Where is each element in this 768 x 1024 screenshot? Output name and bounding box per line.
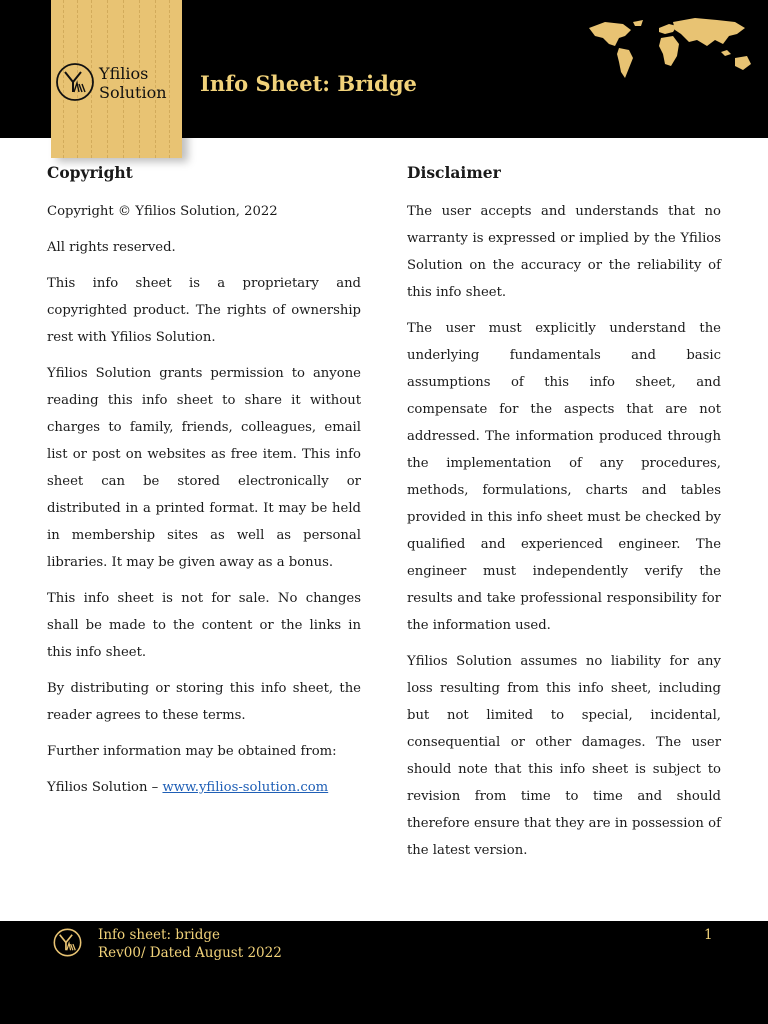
disclaimer-section [407,160,721,873]
yfilios-monogram-icon [52,927,83,958]
disclaimer-heading: Disclaimer [407,163,501,182]
permission-paragraph: Yfilios Solution grants permission to anyone reading this info sheet to share it without charges to family, friends, colleagues, email list or post on websites as free item. This info sheet can be stored electronically or distributed in a printed format. It may be held in membership sites as well as personal libraries. It may be given away as a bonus. [47,366,361,570]
rights-reserved: All rights reserved. [47,240,176,255]
copyright-section [47,160,361,810]
yfilios-monogram-icon [55,62,95,102]
liability-paragraph: Yfilios Solution assumes no liability for any loss resulting from this info sheet, including but not limited to special, incidental, consequential or other damages. The user should note that this info sheet is subject to revision from time to time and should therefore ensure that they are in possession of the latest version. [407,654,721,858]
warranty-paragraph: The user accepts and understands that no warranty is expressed or implied by the Yfilios Solution on the accuracy or the reliability of this info sheet. [407,204,721,300]
contact-prefix: Yfilios Solution – [47,780,163,795]
brand-name [99,64,167,102]
brand-line2: Solution [99,83,167,102]
logo-panel [51,0,182,158]
ownership-paragraph: This info sheet is a proprietary and copyrighted product. The rights of ownership rest with Yfilios Solution. [47,276,361,345]
terms-paragraph: By distributing or storing this info sheet, the reader agrees to these terms. [47,681,361,723]
copyright-heading: Copyright [47,163,133,182]
contact-line [47,774,361,801]
not-for-sale-paragraph: This info sheet is not for sale. No changes shall be made to the content or the links in this info sheet. [47,591,361,660]
page-title: Info Sheet: Bridge [200,71,417,96]
further-info-paragraph: Further information may be obtained from: [47,744,337,759]
copyright-notice: Copyright © Yfilios Solution, 2022 [47,204,278,219]
brand-line1: Yfilios [99,64,149,83]
page-number: 1 [704,927,713,943]
website-link[interactable]: www.yfilios-solution.com [162,780,329,795]
fundamentals-paragraph: The user must explicitly understand the underlying fundamentals and basic assumptions of this info sheet, and compensate for the aspects that are not addressed. The information produced through the implementation of any procedures, methods, formulations, charts and tables provided in this info sheet must be checked by qualified and experienced engineer. The engineer must independently verify the results and take professional responsibility for the information used. [407,321,721,633]
footer-doc-name: Info sheet: bridge [98,927,220,943]
world-map-icon [585,14,755,82]
footer-revision: Rev00/ Dated August 2022 [98,945,282,961]
